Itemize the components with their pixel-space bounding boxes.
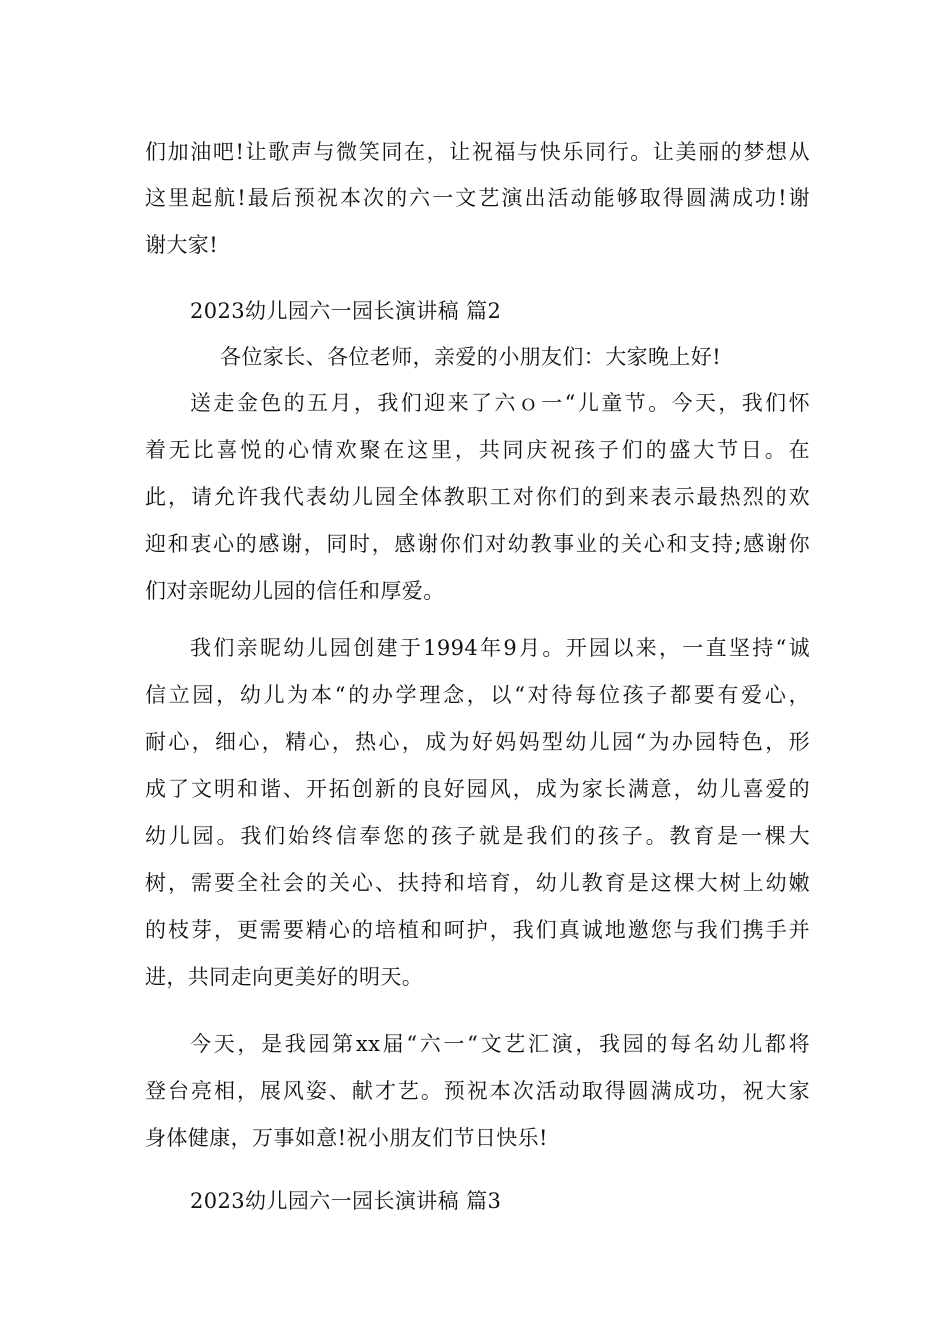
paragraph-line: 进，共同走向更美好的明天。 bbox=[145, 965, 424, 989]
paragraph-line: 登台亮相，展风姿、献才艺。预祝本次活动取得圆满成功，祝大家 bbox=[145, 1079, 810, 1103]
paragraph-line: 此，请允许我代表幼儿园全体教职工对你们的到来表示最热烈的欢 bbox=[145, 485, 810, 509]
paragraph-line: 信立园，幼儿为本“的办学理念，以“对待每位孩子都要有爱心， bbox=[145, 683, 810, 707]
paragraph-line: 树，需要全社会的关心、扶持和培育，幼儿教育是这棵大树上幼嫩 bbox=[145, 871, 810, 895]
paragraph-line: 迎和衷心的感谢，同时，感谢你们对幼教事业的关心和支持;感谢你 bbox=[145, 532, 810, 556]
paragraph-line: 送走金色的五月，我们迎来了六ｏ一“儿童节。今天，我们怀 bbox=[190, 391, 810, 415]
paragraph-line: 们对亲昵幼儿园的信任和厚爱。 bbox=[145, 579, 445, 603]
paragraph-line: 的枝芽，更需要精心的培植和呵护，我们真诚地邀您与我们携手并 bbox=[145, 918, 810, 942]
paragraph-line: 今天，是我园第xx届“六一“文艺汇演，我园的每名幼儿都将 bbox=[190, 1032, 810, 1056]
paragraph-line: 耐心，细心，精心，热心，成为好妈妈型幼儿园“为办园特色，形 bbox=[145, 730, 810, 754]
paragraph-line: 我们亲昵幼儿园创建于1994年9月。开园以来，一直坚持“诚 bbox=[190, 636, 810, 660]
paragraph-line: 幼儿园。我们始终信奉您的孩子就是我们的孩子。教育是一棵大 bbox=[145, 824, 810, 848]
paragraph-line: 着无比喜悦的心情欢聚在这里，共同庆祝孩子们的盛大节日。在 bbox=[145, 438, 810, 462]
paragraph-line: 们加油吧!让歌声与微笑同在，让祝福与快乐同行。让美丽的梦想从 bbox=[145, 140, 810, 164]
paragraph-line: 身体健康，万事如意!祝小朋友们节日快乐! bbox=[145, 1126, 548, 1150]
paragraph-line: 这里起航!最后预祝本次的六一文艺演出活动能够取得圆满成功!谢 bbox=[145, 186, 810, 210]
section-heading: 2023幼儿园六一园长演讲稿 篇2 bbox=[190, 299, 502, 323]
paragraph-line: 成了文明和谐、开拓创新的良好园风，成为家长满意，幼儿喜爱的 bbox=[145, 777, 810, 801]
greeting-line: 各位家长、各位老师，亲爱的小朋友们：大家晚上好! bbox=[220, 345, 722, 369]
paragraph-line: 谢大家! bbox=[145, 233, 219, 257]
section-heading: 2023幼儿园六一园长演讲稿 篇3 bbox=[190, 1189, 502, 1213]
